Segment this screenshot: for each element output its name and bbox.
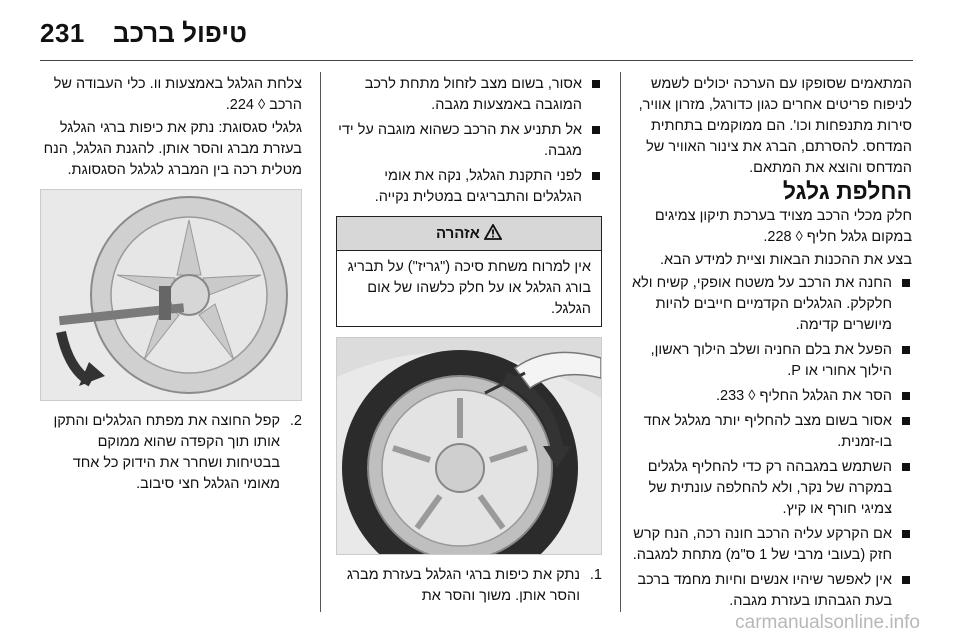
spare-kit-paragraph: חלק מכלי הרכב מצויד בערכת תיקון צמיגים במקום גלגל חליף ◊ 228. bbox=[654, 208, 912, 245]
list-item: הסר את הגלגל החליף ◊ 233. bbox=[632, 386, 912, 407]
list-item: אם הקרקע עליה הרכב חונה רכה, הנח קרש חזק (בעובי מרבי של 1 ס"מ) מתחת למגבה. bbox=[632, 524, 912, 566]
bullet-square-icon bbox=[902, 346, 910, 354]
middle-column bbox=[336, 74, 602, 607]
page-number: 231 bbox=[40, 18, 85, 48]
bullet-square-icon bbox=[592, 126, 600, 134]
header-rule bbox=[40, 60, 913, 61]
list-item: אל תתניע את הרכב כשהוא מוגבה על ידי מגבה. bbox=[336, 120, 602, 162]
list-item: אין לאפשר שיהיו אנשים וחיות מחמד ברכב בעת הגבהתו בעזרת מגבה. bbox=[632, 570, 912, 612]
wheel-hubcap-drawing bbox=[336, 338, 601, 554]
column-divider-left bbox=[320, 72, 321, 612]
warning-box bbox=[336, 216, 602, 327]
bullet-square-icon bbox=[902, 392, 910, 400]
hubcap-paragraph: צלחת הגלגל באמצעות וו. כלי העבודה של הרכב ◊ 224. bbox=[53, 76, 302, 113]
warning-text: אין למרוח משחת סיכה ("גריז") על תבריג בורג הגלגל או על חלק כלשהו של אום הגלגל. bbox=[347, 259, 591, 317]
adapters-paragraph: המתאמים שסופקו עם הערכה יכולים לשמש לניפוח פריטים אחרים כגון כדורגל, מזרון אוויר, סירות מתנפחות וכו'. הם ממוקמים בתחתית המדחס. להסרתם, הברג את צינור האוויר של המדחס והוצא את המתאם. bbox=[638, 76, 912, 176]
bullet-square-icon bbox=[902, 417, 910, 425]
step-text: נתק את כיפות ברגי הגלגל בעזרת מברג והסר אותן. משוך והסר את bbox=[346, 567, 580, 604]
step-2 bbox=[40, 411, 302, 495]
bullet-square-icon bbox=[902, 530, 910, 538]
alloy-paragraph: גלגלי סגסוגת: נתק את כיפות ברגי הגלגל בעזרת מברג והסר אותן. להגנת הגלגל, הנח מטלית רכה בין המברג לגלגל הסגסוגת. bbox=[43, 120, 302, 178]
list-item: לפני התקנת הגלגל, נקה את אומי הגלגלים והתבריגים במטלית נקייה. bbox=[336, 166, 602, 208]
hubcap-removal-illustration bbox=[336, 337, 602, 555]
step-number: 1. bbox=[589, 567, 602, 583]
bullet-square-icon bbox=[592, 172, 600, 180]
bullet-square-icon bbox=[902, 576, 910, 584]
wheel-wrench-drawing bbox=[40, 190, 301, 400]
safety-list bbox=[336, 74, 602, 208]
warning-title: אזהרה bbox=[435, 225, 480, 242]
list-item: אסור בשום מצב להחליף יותר מגלגל אחד בו-זמנית. bbox=[632, 411, 912, 453]
preparation-paragraph: בצע את ההכנות הבאות וציית למידע הבא. bbox=[659, 252, 912, 268]
warning-triangle-icon bbox=[484, 224, 502, 240]
right-column bbox=[632, 74, 912, 616]
bullet-square-icon bbox=[902, 279, 910, 287]
list-item: אסור, בשום מצב לזחול מתחת לרכב המוגבה באמצעות מגבה. bbox=[336, 74, 602, 116]
list-item: הפעל את בלם החניה ושלב הילוך ראשון, הילוך אחורי או P. bbox=[632, 340, 912, 382]
list-item: החנה את הרכב על משטח אופקי, קשיח ולא חלקלק. הגלגלים הקדמיים חייבים להיות מיושרים קדימה. bbox=[632, 273, 912, 336]
step-1 bbox=[336, 565, 602, 607]
list-item: השתמש במגבהה רק כדי להחליף גלגלים במקרה של נקר, ולא להחלפה עונתית של צמיגי חורף או קיץ. bbox=[632, 457, 912, 520]
page-title: טיפול ברכב bbox=[113, 18, 247, 48]
bullet-square-icon bbox=[902, 463, 910, 471]
left-column bbox=[40, 74, 302, 495]
step-text: קפל החוצה את מפתח הגלגלים והתקן אותו תוך הקפדה שהוא ממוקם בבטיחות ושחרר את הידוק כל אחד מאומי הגלגל חצי סיבוב. bbox=[53, 413, 280, 492]
preparation-list bbox=[632, 273, 912, 612]
bullet-square-icon bbox=[592, 80, 600, 88]
warning-header bbox=[337, 217, 601, 251]
watermark: carmanualsonline.info bbox=[735, 612, 920, 633]
wheel-wrench-illustration bbox=[40, 189, 302, 401]
column-divider-right bbox=[620, 72, 621, 612]
section-heading: החלפת גלגל bbox=[782, 178, 912, 204]
step-number: 2. bbox=[289, 413, 302, 429]
